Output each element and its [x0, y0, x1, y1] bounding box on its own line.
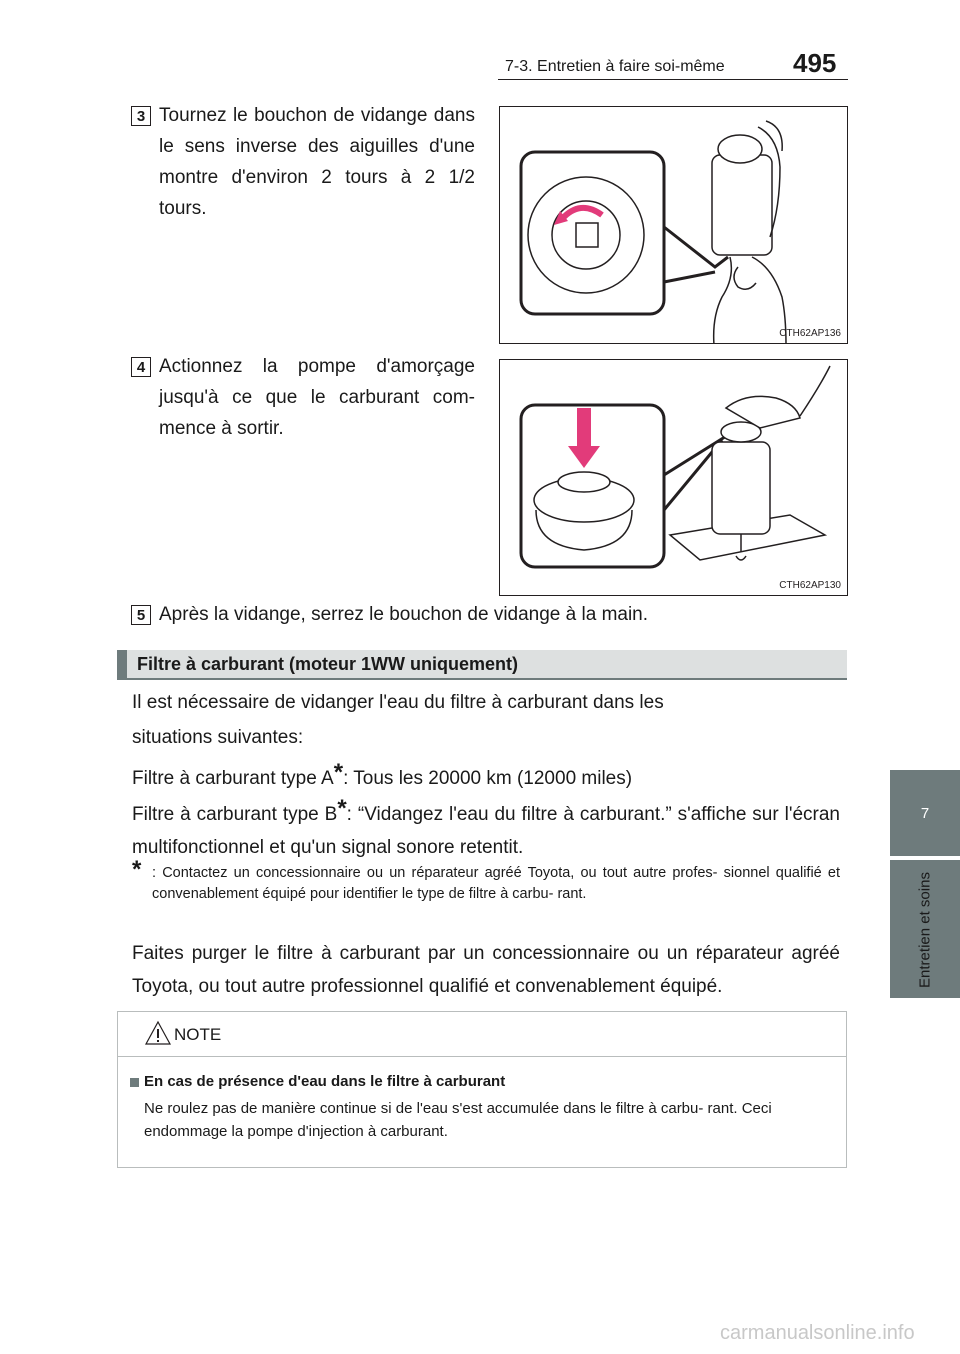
warning-triangle-icon	[144, 1020, 172, 1046]
footnote-asterisk: *	[132, 856, 142, 883]
asterisk: *	[337, 795, 347, 822]
note-title: NOTE	[174, 1025, 222, 1044]
chapter-tab[interactable]	[890, 770, 960, 856]
type-b-prefix: Filtre à carburant type B	[132, 804, 338, 825]
step-5-badge: 5	[131, 605, 151, 625]
drain-plug-illustration	[500, 107, 848, 344]
section-heading	[117, 650, 847, 680]
footnote-text: : Contactez un concessionnaire ou un réparateur agréé Toyota, ou tout autre profes- sionnel qualifié et convenablement équipé pour identifier le type de filtre à carbu- rant.	[152, 865, 840, 902]
step-3-badge: 3	[131, 106, 151, 126]
header-section-title: 7-3. Entretien à faire soi-même	[505, 58, 725, 75]
footnote	[132, 856, 840, 905]
figure-drain-plug	[499, 106, 848, 344]
watermark: carmanualsonline.info	[720, 1322, 915, 1344]
note-header	[118, 1012, 846, 1057]
filter-type-b	[132, 792, 840, 864]
page-number: 495	[793, 48, 837, 78]
section-heading-bar	[117, 650, 127, 678]
figure-code: CTH62AP136	[779, 328, 841, 339]
chapter-number: 7	[920, 804, 930, 822]
step-5-text: Après la vidange, serrez le bouchon de vidange à la main.	[159, 604, 649, 625]
type-a-suffix: : Tous les 20000 km (12000 miles)	[343, 768, 633, 789]
note-box	[117, 1011, 847, 1168]
closing-paragraph: Faites purger le filtre à carburant par un concessionnaire ou un réparateur agréé Toyota, ou tout autre professionnel qualifié et convenablement équipé.	[132, 943, 840, 997]
filter-type-a	[132, 756, 840, 795]
asterisk: *	[333, 759, 344, 786]
step-4-badge: 4	[131, 357, 151, 377]
note-body: Ne roulez pas de manière continue si de l'eau s'est accumulée dans le filtre à carbu- rant. Ceci endommage la pompe d'injection à carburant.	[144, 1100, 772, 1140]
step-3-text: Tournez le bouchon de vidange dans le sens inverse des aiguilles d'une montre d'environ 2 tours à 2 1/2 tours.	[159, 105, 475, 219]
note-subheading: En cas de présence d'eau dans le filtre à carburant	[144, 1073, 506, 1090]
priming-pump-illustration	[500, 360, 848, 596]
step-4-text: Actionnez la pompe d'amorçage jusqu'à ce que le carburant com- mence à sortir.	[159, 356, 475, 439]
figure-priming-pump	[499, 359, 848, 596]
type-b-suffix: : “Vidangez l'eau du filtre à carburant.” s'affiche sur l'écran multifonctionnel et qu'un signal sonore retentit.	[132, 804, 840, 858]
intro-line-1: Il est nécessaire de vidanger l'eau du filtre à carburant dans les	[132, 692, 664, 713]
intro-line-2: situations suivantes:	[132, 727, 304, 748]
header-rule	[498, 79, 848, 80]
figure-code: CTH62AP130	[779, 580, 841, 591]
chapter-title: Entretien et soins	[916, 872, 934, 988]
note-bullet-square	[130, 1078, 139, 1087]
section-heading-title: Filtre à carburant (moteur 1WW uniquement)	[137, 654, 519, 674]
type-a-prefix: Filtre à carburant type A	[132, 768, 334, 789]
